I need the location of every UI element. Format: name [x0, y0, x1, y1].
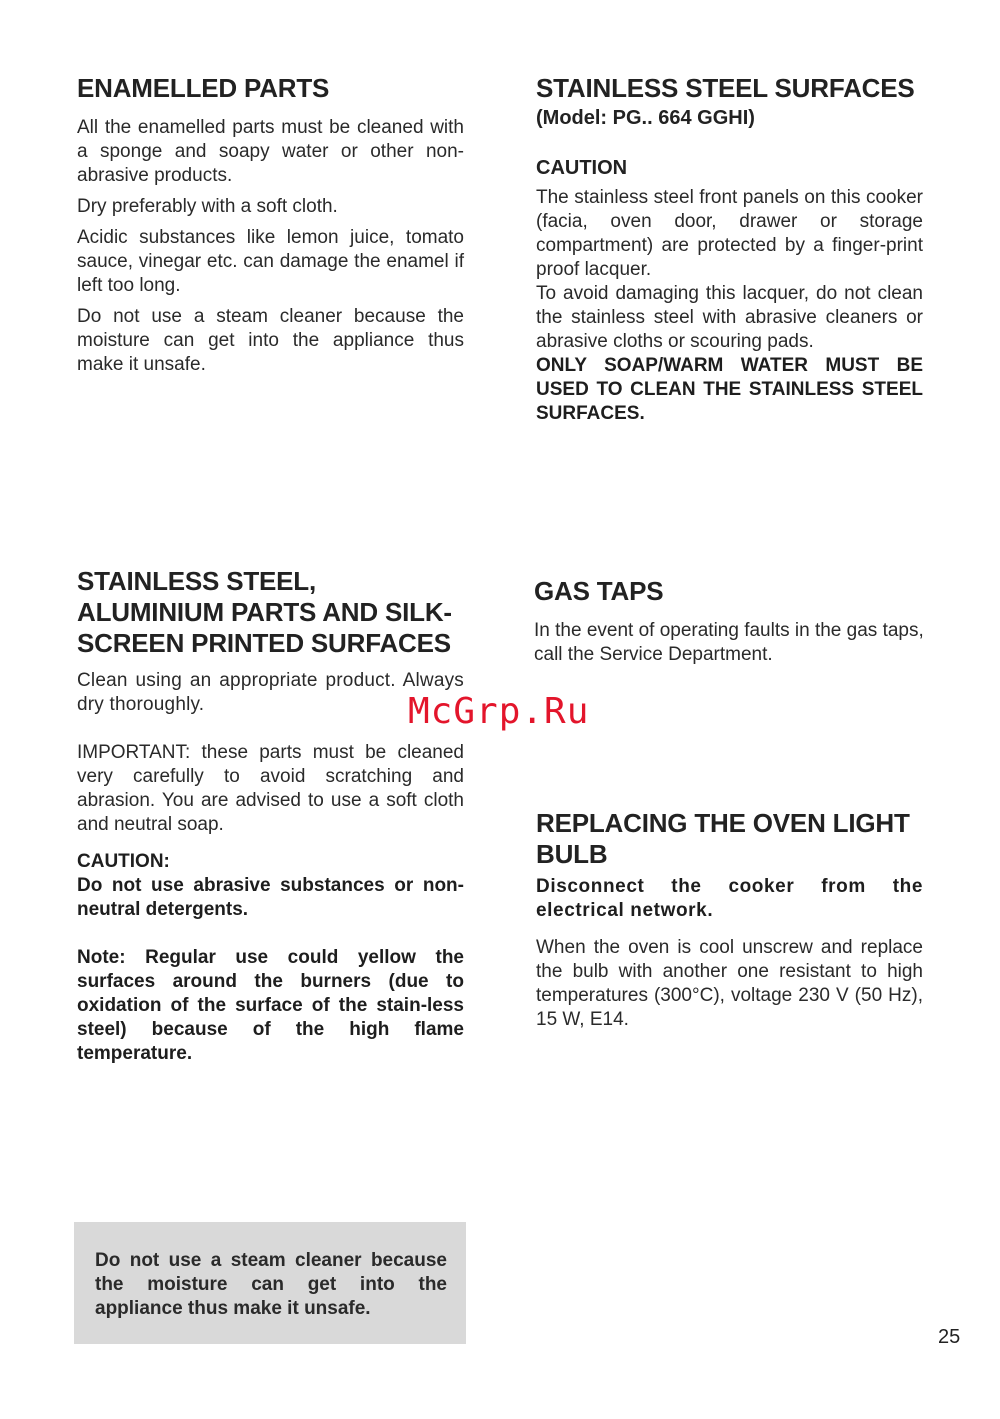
stainless-surfaces-title: STAINLESS STEEL SURFACES — [536, 73, 915, 103]
aluminium-note: Note: Regular use could yellow the surfaces around the burners (due to oxidation of the surface of the stain-less steel) because of the high flame temperature. — [77, 947, 464, 1064]
oven-light-paragraph: When the oven is cool unscrew and replace the bulb with another one resistant to high temperatures (300°C), voltage 230 V (50 Hz), 15 W, E14. — [536, 937, 923, 1030]
oven-light-section — [536, 808, 923, 1032]
enamelled-paragraph-4: Do not use a steam cleaner because the moisture can get into the appliance thus make it unsafe. — [77, 306, 464, 375]
steam-cleaner-note-box — [74, 1222, 466, 1344]
gas-taps-section — [534, 576, 926, 667]
page-number: 25 — [938, 1326, 961, 1348]
note-box-text: Do not use a steam cleaner because the moisture can get into the appliance thus make it unsafe. — [95, 1250, 447, 1319]
caution-label: CAUTION — [536, 157, 628, 179]
stainless-paragraph-2: To avoid damaging this lacquer, do not clean the stainless steel with abrasive cleaners or abrasive cloths or scouring pads. — [536, 283, 923, 352]
stainless-surfaces-section — [536, 73, 923, 426]
enamelled-title: ENAMELLED PARTS — [77, 73, 330, 103]
aluminium-title: STAINLESS STEEL, ALUMINIUM PARTS AND SILK-SCREEN PRINTED SURFACES — [77, 566, 452, 658]
aluminium-section — [77, 566, 464, 1066]
gas-taps-title: GAS TAPS — [534, 576, 664, 606]
enamelled-section — [77, 73, 464, 377]
enamelled-paragraph-2: Dry preferably with a soft cloth. — [77, 196, 338, 217]
oven-light-title: REPLACING THE OVEN LIGHT BULB — [536, 808, 910, 869]
aluminium-caution-text: Do not use abrasive substances or non-neutral detergents. — [77, 875, 464, 920]
oven-light-warning: Disconnect the cooker from the electrical network. — [536, 876, 923, 921]
aluminium-caution-label: CAUTION: — [77, 851, 170, 872]
enamelled-paragraph-3: Acidic substances like lemon juice, tomato sauce, vinegar etc. can damage the enamel if left too long. — [77, 227, 464, 296]
stainless-paragraph-1: The stainless steel front panels on this cooker (facia, oven door, drawer or storage compartment) are protected by a finger-print proof lacquer. — [536, 187, 923, 280]
gas-taps-paragraph: In the event of operating faults in the gas taps, call the Service Department. — [534, 620, 924, 665]
aluminium-paragraph-2: IMPORTANT: these parts must be cleaned very carefully to avoid scratching and abrasion. You are advised to use a soft cloth and neutral soap. — [77, 742, 464, 835]
model-label: (Model: PG.. 664 GGHI) — [536, 107, 755, 129]
stainless-warning: ONLY SOAP/WARM WATER MUST BE USED TO CLEAN THE STAINLESS STEEL SURFACES. — [536, 355, 923, 424]
enamelled-paragraph-1: All the enamelled parts must be cleaned with a sponge and soapy water or other non-abrasive products. — [77, 117, 464, 186]
aluminium-paragraph-1: Clean using an appropriate product. Always dry thoroughly. — [77, 670, 464, 715]
watermark-text: McGrp.Ru — [408, 691, 590, 732]
